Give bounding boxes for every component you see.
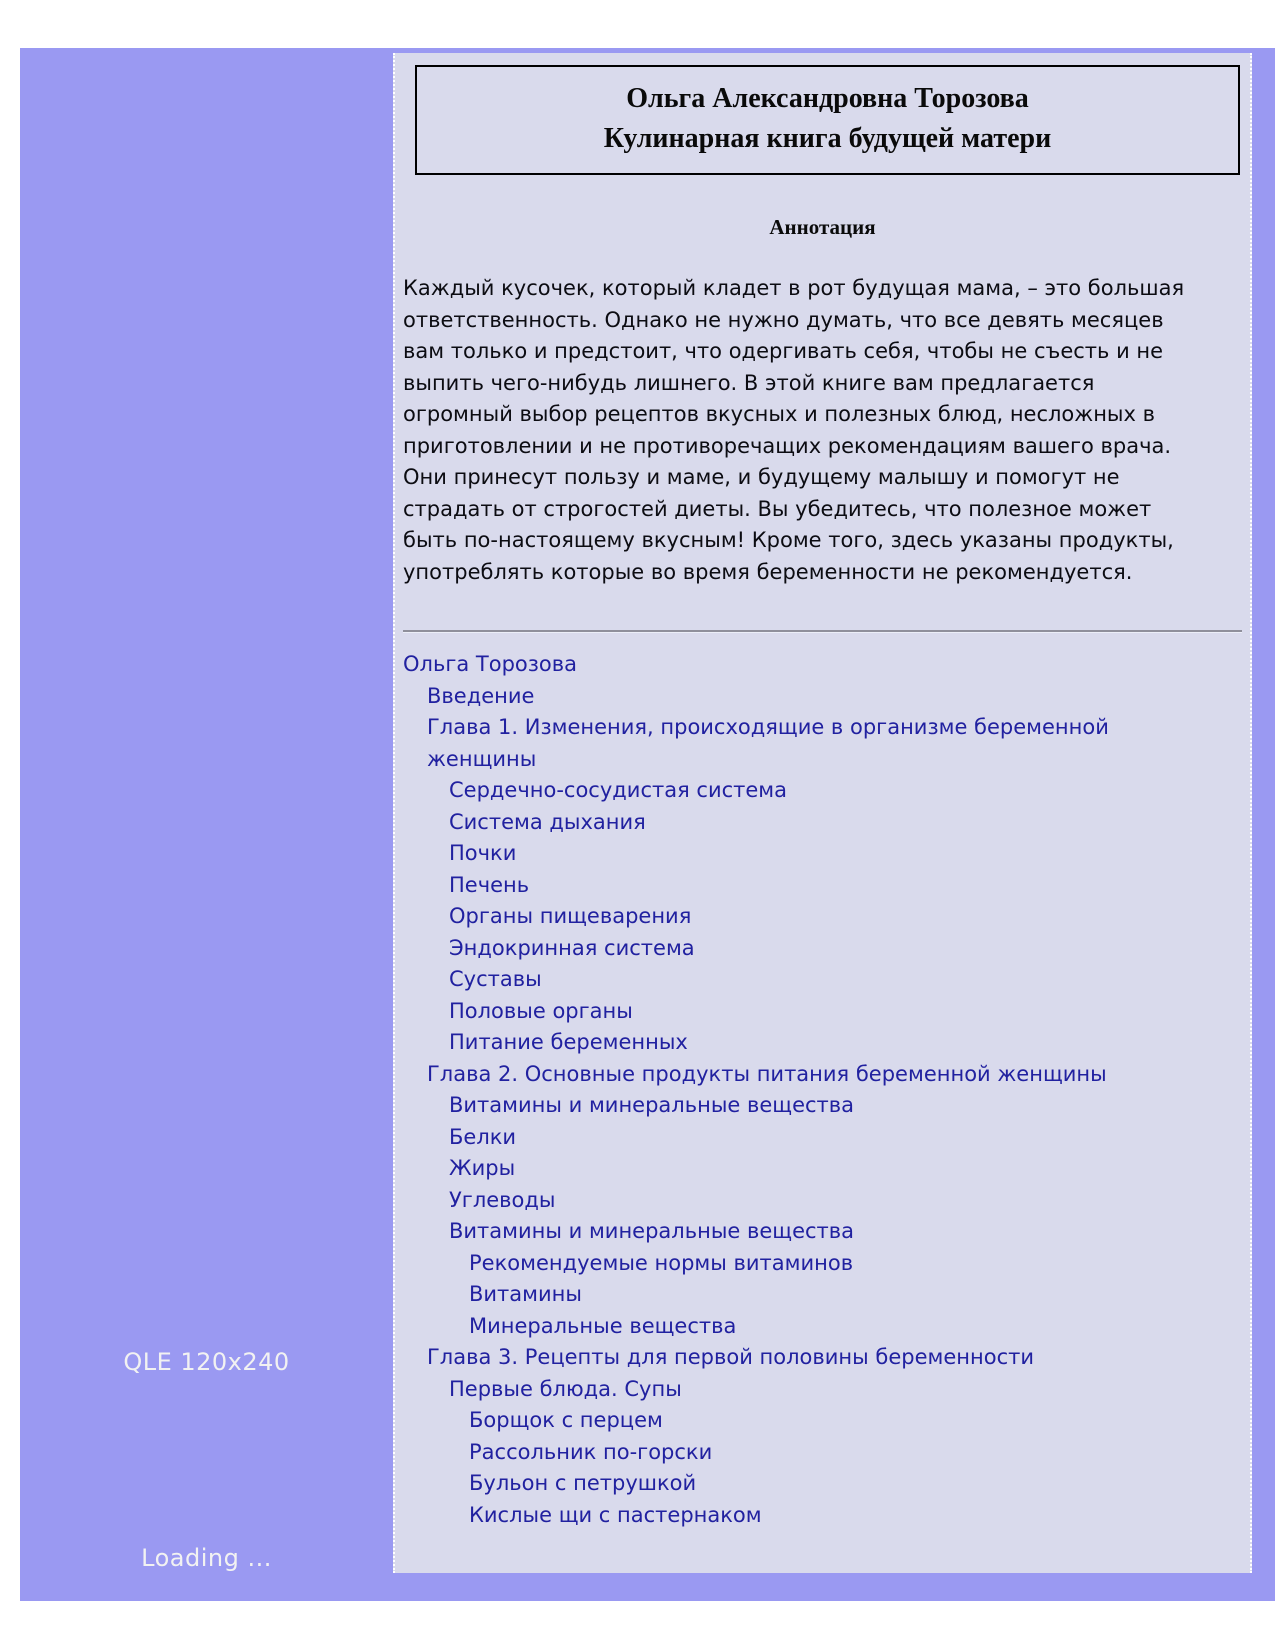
- toc-link[interactable]: Система дыхания: [449, 809, 646, 834]
- toc-link[interactable]: Первые блюда. Супы: [449, 1376, 682, 1401]
- book-title-box: [415, 65, 1240, 175]
- book-title: Кулинарная книга будущей матери: [603, 123, 1052, 154]
- annotation-text: Каждый кусочек, который кладет в рот будущая мама, – это большая ответственность. Однако не нужно думать, что все девять месяцев вам только и предстоит, что одергивать себя, чтобы не съесть и не выпить чего-нибудь лишнего. В этой книге вам предлагается огромный выбор рецептов вкусных и полезных блюд, несложных в приготовлении и не противоречащих рекомендациям вашего врача. Они принесут пользу и маме, и будущему малышу и помогут не страдать от строгостей диеты. Вы убедитесь, что полезное может быть по-настоящему вкусным! Кроме того, здесь указаны продукты, употреблять которые во время беременности не рекомендуется.: [403, 276, 1185, 584]
- toc-link[interactable]: Минеральные вещества: [469, 1313, 737, 1338]
- book-content-area: [393, 53, 1252, 1573]
- toc-link[interactable]: Углеводы: [449, 1187, 556, 1212]
- toc-link[interactable]: Витамины: [469, 1282, 582, 1306]
- table-of-contents: [403, 649, 1173, 1531]
- toc-link[interactable]: Рекомендуемые нормы витаминов: [469, 1250, 854, 1275]
- toc-link[interactable]: Суставы: [449, 967, 542, 991]
- toc-link[interactable]: Кислые щи с пастернаком: [469, 1502, 762, 1527]
- toc-link[interactable]: Витамины и минеральные вещества: [449, 1093, 855, 1117]
- toc-link[interactable]: Витамины и минеральные вещества: [449, 1219, 855, 1243]
- toc-link[interactable]: Органы пищеварения: [449, 904, 692, 928]
- toc-link[interactable]: Жиры: [449, 1156, 516, 1180]
- toc-link[interactable]: Печень: [449, 872, 530, 897]
- toc-link[interactable]: Бульон с петрушкой: [469, 1471, 697, 1495]
- toc-link[interactable]: Глава 1. Изменения, происходящие в организме беременной женщины: [427, 715, 1109, 771]
- section-divider: [403, 630, 1242, 633]
- toc-link[interactable]: Рассольник по-горски: [469, 1439, 713, 1464]
- toc-link[interactable]: Ольга Торозова: [403, 652, 578, 676]
- toc-link[interactable]: Введение: [427, 683, 535, 708]
- ad-placeholder-label: QLE 120x240: [123, 1348, 290, 1376]
- annotation-heading: Аннотация: [769, 215, 876, 239]
- toc-link[interactable]: Половые органы: [449, 998, 633, 1023]
- toc-link[interactable]: Глава 3. Рецепты для первой половины беременности: [427, 1345, 1035, 1369]
- toc-link[interactable]: Почки: [449, 841, 517, 865]
- toc-link[interactable]: Сердечно-сосудистая система: [449, 778, 788, 802]
- toc-link[interactable]: Эндокринная система: [449, 935, 695, 960]
- book-author: Ольга Александровна Торозова: [626, 83, 1029, 114]
- page-panel: [20, 48, 1275, 1601]
- toc-link[interactable]: Белки: [449, 1124, 517, 1149]
- toc-link[interactable]: Глава 2. Основные продукты питания беременной женщины: [427, 1061, 1107, 1086]
- sidebar: [20, 48, 393, 1601]
- loading-status: Loading ...: [141, 1544, 272, 1572]
- toc-link[interactable]: Борщок с перцем: [469, 1408, 663, 1432]
- toc-link[interactable]: Питание беременных: [449, 1030, 688, 1054]
